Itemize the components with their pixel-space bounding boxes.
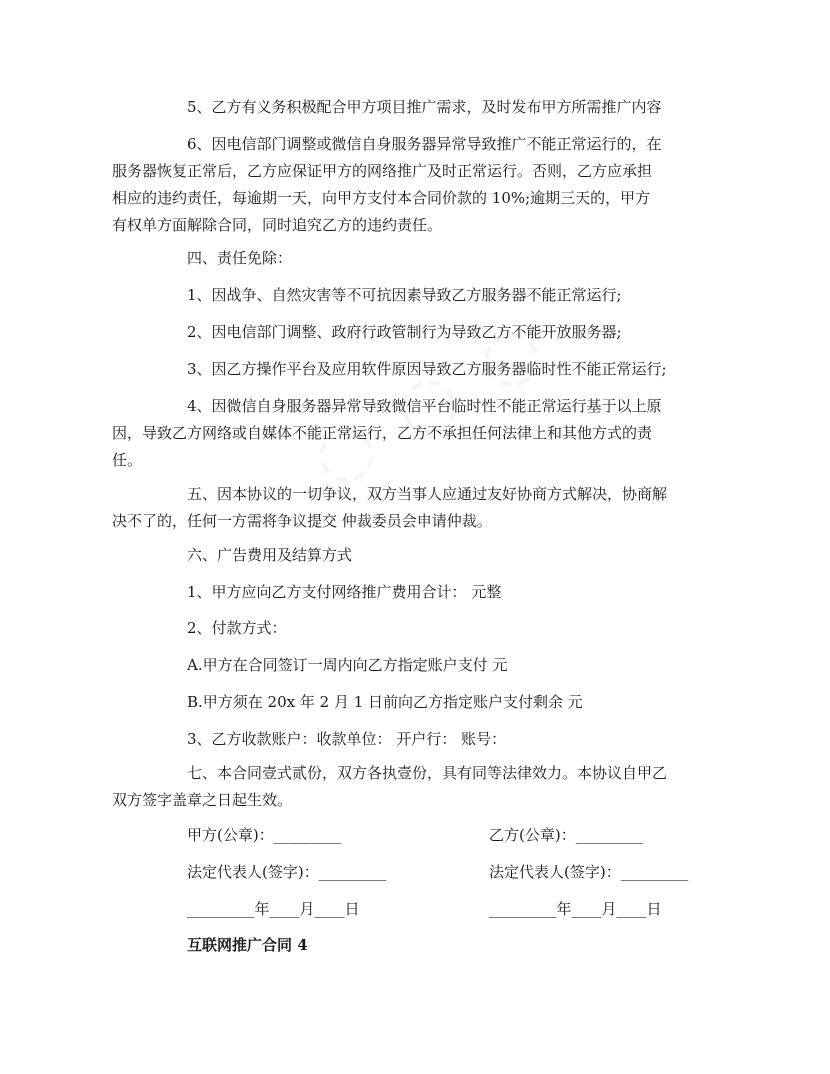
clause-6-line-2: 服务器恢复正常后，乙方应保证甲方的网络推广及时正常运行。否则，乙方应承担 <box>112 162 653 180</box>
section-6-item-2: 2、付款方式： <box>187 619 287 637</box>
section-4-heading: 四、责任免除： <box>187 249 293 267</box>
section-7-line-1: 七、本合同壹式贰份，双方各执壹份，具有同等法律效力。本协议自甲乙 <box>187 764 668 782</box>
section-5-line-2: 决不了的，任何一方需将争议提交 仲裁委员会申请仲裁。 <box>112 512 492 530</box>
section-5-line-1: 五、因本协议的一切争议，双方当事人应通过友好协商方式解决，协商解 <box>187 485 668 503</box>
party-b-date: _________年____月____日 <box>489 900 662 918</box>
party-a-date: _________年____月____日 <box>187 900 360 918</box>
section-6-item-1: 1、甲方应向乙方支付网络推广费用合计： 元整 <box>187 583 502 601</box>
clause-6-line-3: 相应的违约责任，每逾期一天，向甲方支付本合同价款的 10%;逾期三天的，甲方 <box>112 189 651 207</box>
section-6-item-3: 3、乙方收款账户：收款单位： 开户行： 账号： <box>187 730 507 748</box>
section-6-heading: 六、广告费用及结算方式 <box>187 546 353 564</box>
section-4-item-4-line-1: 4、因微信自身服务器异常导致微信平台临时性不能正常运行基于以上原 <box>187 397 662 415</box>
party-a-seal: 甲方(公章)：_________ <box>187 826 342 844</box>
section-4-item-1: 1、因战争、自然灾害等不可抗因素导致乙方服务器不能正常运行; <box>187 286 622 304</box>
section-7-line-2: 双方签字盖章之日起生效。 <box>112 791 293 809</box>
section-4-item-2: 2、因电信部门调整、政府行政管制行为导致乙方不能开放服务器; <box>187 323 622 341</box>
section-6-item-a: A.甲方在合同签订一周内向乙方指定账户支付 元 <box>187 656 508 674</box>
party-b-representative: 法定代表人(签字)：_________ <box>489 863 689 881</box>
party-a-representative: 法定代表人(签字)：_________ <box>187 863 387 881</box>
clause-6-line-1: 6、因电信部门调整或微信自身服务器异常导致推广不能正常运行的，在 <box>187 135 662 153</box>
section-4-item-4-line-2: 因，导致乙方网络或自媒体不能正常运行，乙方不承担任何法律上和其他方式的责 <box>112 424 653 442</box>
section-4-item-3: 3、因乙方操作平台及应用软件原因导致乙方服务器临时性不能正常运行; <box>187 360 667 378</box>
clause-6-line-4: 有权单方面解除合同，同时追究乙方的违约责任。 <box>112 216 443 234</box>
party-b-seal: 乙方(公章)：_________ <box>489 826 644 844</box>
clause-5: 5、乙方有义务积极配合甲方项目推广需求，及时发布甲方所需推广内容 <box>187 98 662 116</box>
section-4-item-4-line-3: 任。 <box>112 451 143 469</box>
next-contract-heading: 互联网推广合同 4 <box>187 936 308 954</box>
section-6-item-b: B.甲方须在 20x 年 2 月 1 日前向乙方指定账户支付剩余 元 <box>187 693 583 711</box>
